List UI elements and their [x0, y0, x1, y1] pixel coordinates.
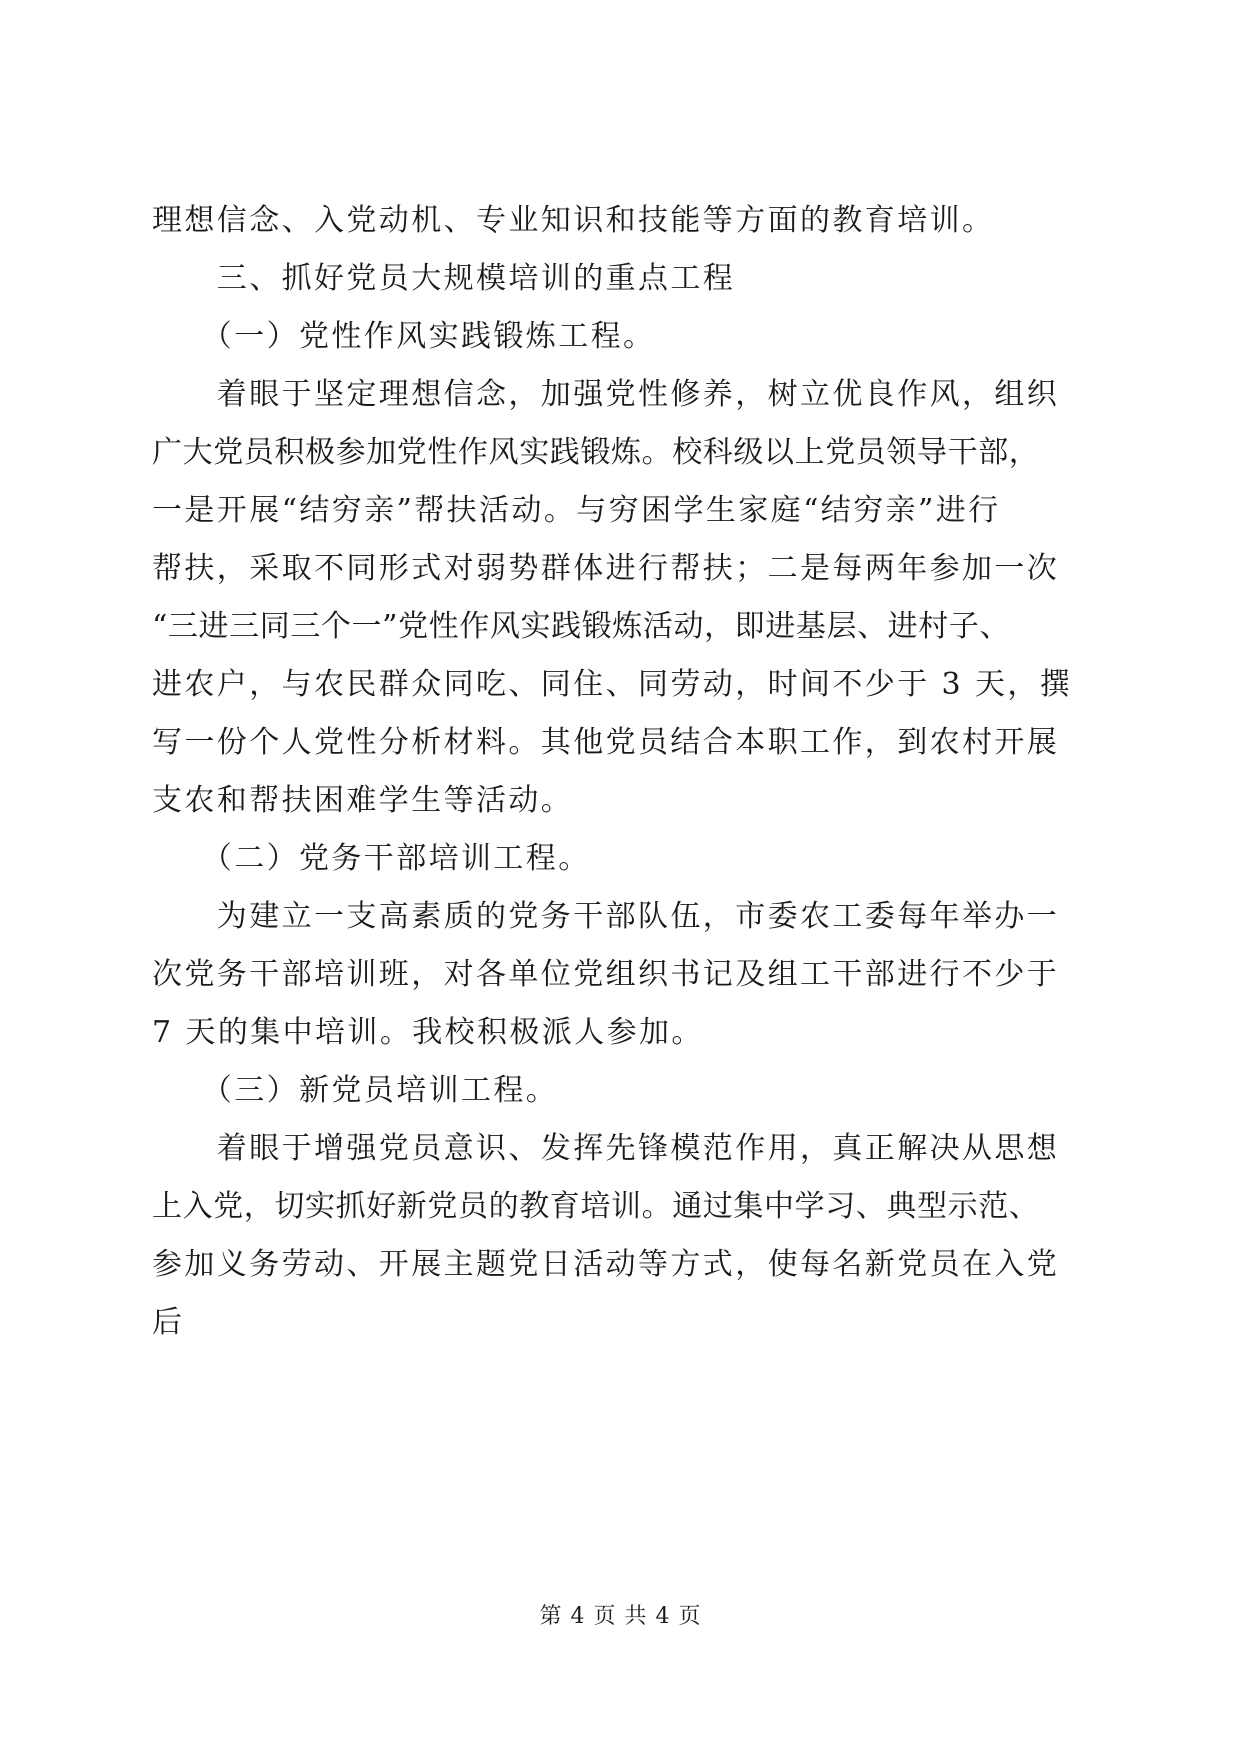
text-line: 支农和帮扶困难学生等活动。 [152, 783, 574, 818]
text-line: 7 天的集中培训。我校积极派人参加。 [152, 1015, 704, 1050]
text-line: 次党务干部培训班，对各单位党组织书记及组工干部进行不少于 [152, 957, 1060, 992]
text-line: 帮扶，采取不同形式对弱势群体进行帮扶；二是每两年参加一次 [152, 551, 1060, 586]
text-line: 理想信念、入党动机、专业知识和技能等方面的教育培训。 [152, 203, 995, 238]
text-line: 参加义务劳动、开展主题党日活动等方式，使每名新党员在入党 [152, 1247, 1060, 1282]
text-line: 广大党员积极参加党性作风实践锻炼。校科级以上党员领导干部， [152, 435, 1040, 470]
text-line: 着眼于坚定理想信念，加强党性修养，树立优良作风，组织 [152, 377, 1060, 412]
text-line: 着眼于增强党员意识、发挥先锋模范作用，真正解决从思想 [152, 1131, 1060, 1166]
section-heading: 三、抓好党员大规模培训的重点工程 [152, 261, 736, 296]
text-line: 后 [152, 1305, 185, 1340]
text-line: “三进三同三个一”党性作风实践锻炼活动，即进基层、进村子、 [152, 609, 1011, 644]
text-line: 一是开展“结穷亲”帮扶活动。与穷困学生家庭“结穷亲”进行 [152, 493, 1001, 528]
subsection-heading: （二）党务干部培训工程。 [152, 841, 591, 876]
text-line: 进农户，与农民群众同吃、同住、同劳动，时间不少于 3 天，撰 [152, 667, 1073, 702]
document-body [152, 192, 1092, 1352]
text-line: 上入党，切实抓好新党员的教育培训。通过集中学习、典型示范、 [152, 1189, 1040, 1224]
subsection-heading: （三）新党员培训工程。 [152, 1073, 559, 1108]
text-line: 为建立一支高素质的党务干部队伍，市委农工委每年举办一 [152, 899, 1060, 934]
text-line: 写一份个人党性分析材料。其他党员结合本职工作，到农村开展 [152, 725, 1060, 760]
page-footer: 第 4 页 共 4 页 [539, 1604, 702, 1629]
subsection-heading: （一）党性作风实践锻炼工程。 [152, 319, 656, 354]
